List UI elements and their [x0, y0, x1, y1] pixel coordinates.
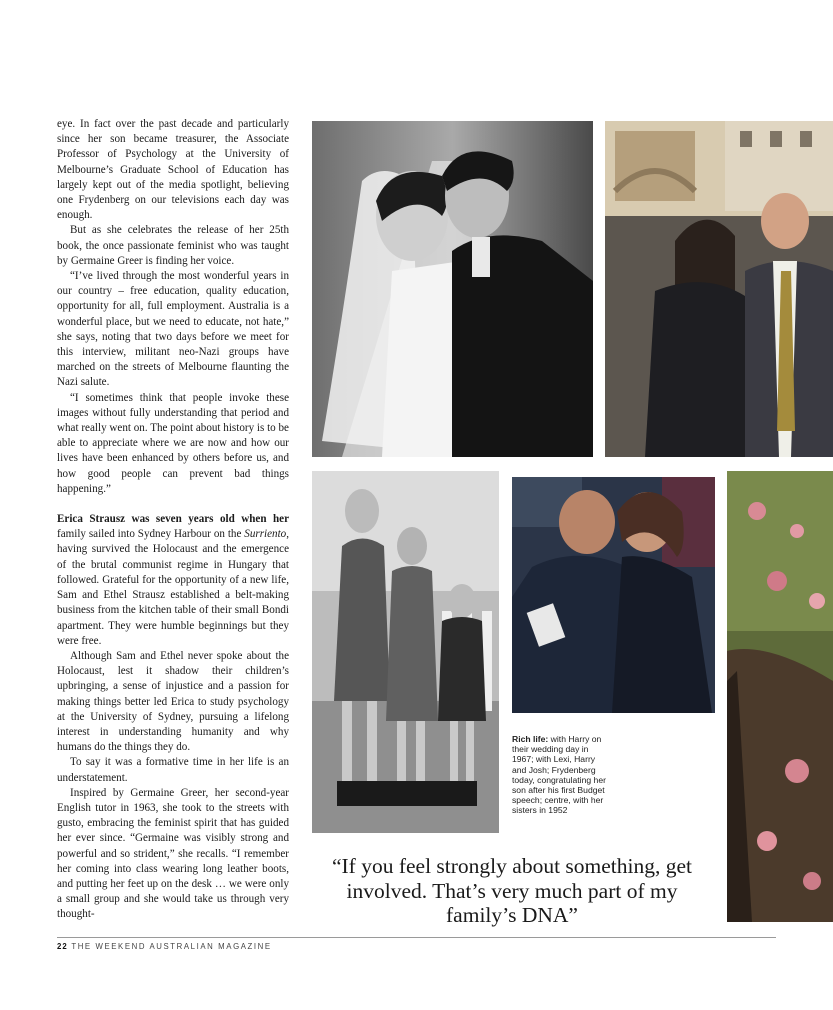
page-footer: [57, 942, 272, 951]
page-number: 22: [57, 942, 68, 951]
caption-lead: Rich life:: [512, 734, 549, 744]
paragraph: “I’ve lived through the most wonderful years in our country – free education, quality education, opportunity for all, full employment. Australia is a wonderful place, but we need to educate, not hate,” she says, noting that two days before we meet for this interview, militant neo-Nazi groups have marched on the streets of Melbourne flaunting the Nazi salute.: [57, 270, 289, 389]
garden-photo: [727, 471, 833, 922]
family-photo: [605, 121, 833, 457]
paragraph: “I sometimes think that people invoke these images without fully understanding that period and what really went on. The point about history is to be able to appreciate where we are now and how our lives have been enhanced by others before us, and how good people can prevent bad things happening.”: [57, 391, 289, 495]
ship-name: Surriento: [244, 528, 287, 541]
paragraph: Erica Strausz was seven years old when her family sailed into Sydney Harbour on the Surriento, having survived the Holocaust and the emergence of the brutal communist regime in Hungary that followed. Grateful for the opportunity of a new life, Sam and Ethel Strausz established a belt-making business from the kitchen table of their small Bondi apartment. They were humble beginnings but they were free.: [57, 513, 289, 647]
wedding-photo: [312, 121, 593, 457]
paragraph: Inspired by Germaine Greer, her second-year English tutor in 1963, she took to the streets with gusto, embracing the feminist spirit that has guided her ever since. “Germaine was visibly strong and powerful and so strident,” she recalls. “I remember her coming into class wearing long leather boots, and putting her feet up on the desk … we were only a small group and she would take us through very thought-: [57, 786, 289, 921]
paragraph: To say it was a formative time in her life is an understatement.: [57, 756, 289, 784]
congratulating-photo: [512, 477, 715, 713]
pull-quote: “If you feel strongly about something, get involved. That’s very much part of my family’s DNA”: [331, 854, 693, 927]
publication-name: THE WEEKEND AUSTRALIAN MAGAZINE: [71, 942, 272, 951]
footer-divider: [57, 937, 776, 938]
sisters-photo: [312, 471, 499, 833]
paragraph: But as she celebrates the release of her 25th book, the once passionate feminist who was taught by Germaine Greer is finding her voice.: [57, 224, 289, 267]
paragraph: Although Sam and Ethel never spoke about the Holocaust, lest it shadow their children’s upbringing, a sense of injustice and a passion for making things better led Erica to study psychology at the University of Sydney, pursuing a lifelong interest in understanding humanity and why humans do the things they do.: [57, 649, 289, 754]
photo-caption: [512, 734, 610, 816]
caption-text: with Harry on their wedding day in 1967; with Lexi, Harry and Josh; Frydenberg today, congratulating her son after his first Budget speech; centre, with her sisters in 1952: [512, 734, 606, 816]
paragraph: eye. In fact over the past decade and particularly since her son became treasurer, the Associate Professor of Psychology at the University of Melbourne’s Graduate School of Education has largely kept out of the media spotlight, believing one Frydenberg on our televisions each day was enough.: [57, 118, 289, 222]
section-lead-in: Erica Strausz was seven years old when her: [57, 513, 289, 526]
article-body: [57, 117, 289, 923]
